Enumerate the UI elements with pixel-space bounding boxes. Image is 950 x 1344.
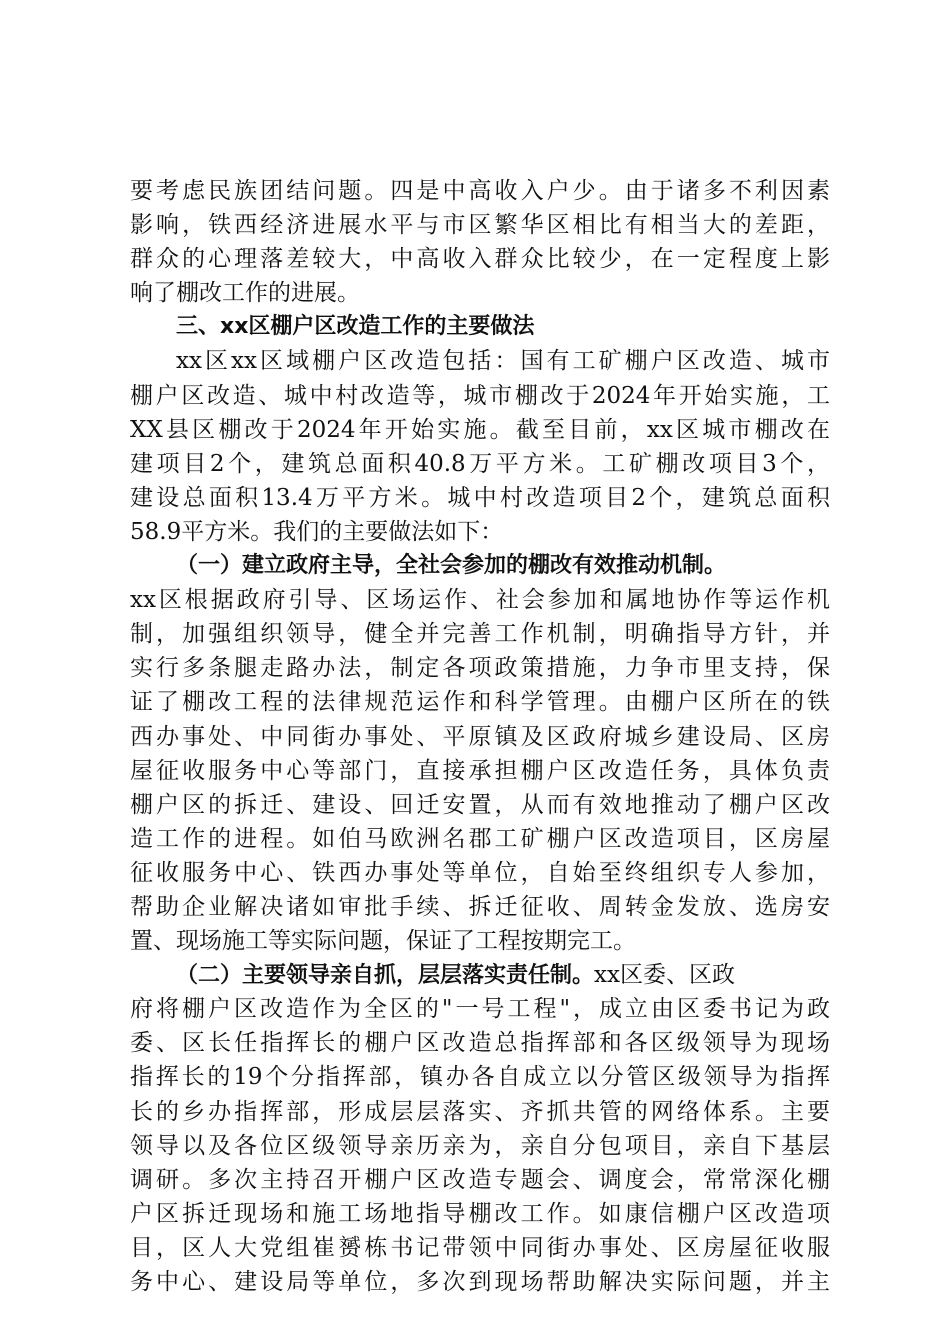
paragraph-line: 屋征收服务中心等部门，直接承担棚户区改造任务，具体负责: [130, 757, 830, 784]
paragraph-text: xx区委、区政: [594, 962, 735, 989]
subsection-heading: （一）建立政府主导，全社会参加的棚改有效推动机制。: [176, 553, 727, 579]
document-body: [130, 174, 830, 1299]
paragraph-line: 建项目2个，建筑总面积40.8万平方米。工矿棚改项目3个，: [130, 450, 830, 477]
paragraph-line: 长的乡办指挥部，形成层层落实、齐抓共管的网络体系。主要: [130, 1098, 830, 1125]
paragraph-line: XX县区棚改于2024年开始实施。截至目前，xx区城市棚改在: [130, 416, 830, 443]
paragraph-line: 群众的心理落差较大，中高收入群众比较少，在一定程度上影: [130, 246, 830, 273]
paragraph-line: 58.9平方米。我们的主要做法如下：: [130, 518, 504, 545]
paragraph-line: 建设总面积13.4万平方米。城中村改造项目2个，建筑总面积: [130, 484, 830, 511]
paragraph-line: 府将棚户区改造作为全区的"一号工程"，成立由区委书记为政: [130, 996, 830, 1023]
subsection-line: [130, 958, 830, 992]
paragraph-line: 置、现场施工等实际问题，保证了工程按期完工。: [130, 928, 636, 955]
paragraph-line: 户区拆迁现场和施工场地指导棚改工作。如康信棚户区改造项: [130, 1200, 830, 1227]
paragraph-line: 委、区长任指挥长的棚户区改造总指挥部和各区级领导为现场: [130, 1030, 830, 1057]
paragraph-line: 要考虑民族团结问题。四是中高收入户少。由于诸多不利因素: [130, 178, 830, 204]
paragraph-line: 务中心、建设局等单位，多次到现场帮助解决实际问题，并主: [130, 1269, 830, 1295]
paragraph-line: 造工作的进程。如伯马欧洲名郡工矿棚户区改造项目，区房屋: [130, 825, 830, 852]
paragraph-line: 证了棚改工程的法律规范运作和科学管理。由棚户区所在的铁: [130, 689, 830, 716]
paragraph-line: 响了棚改工作的进展。: [130, 280, 360, 307]
subsection-heading: （二）主要领导亲自抓，层层落实责任制。: [176, 963, 595, 989]
paragraph-line: 征收服务中心、铁西办事处等单位，自始至终组织专人参加，: [130, 859, 830, 886]
paragraph-line: 西办事处、中同街办事处、平原镇及区政府城乡建设局、区房: [130, 723, 830, 750]
paragraph-line: 制，加强组织领导，健全并完善工作机制，明确指导方针，并: [130, 621, 830, 648]
paragraph-line: 棚户区改造、城中村改造等，城市棚改于2024年开始实施，工: [130, 382, 830, 409]
paragraph-line: 目，区人大党组崔赟栋书记带领中同街办事处、区房屋征收服: [130, 1234, 830, 1261]
section-heading: 三、xx区棚户区改造工作的主要做法: [176, 314, 535, 340]
paragraph-line: 指挥长的19个分指挥部，镇办各自成立以分管区级领导为指挥: [130, 1064, 830, 1091]
paragraph-line: 影响，铁西经济进展水平与市区繁华区相比有相当大的差距，: [130, 212, 830, 239]
paragraph-line: xx区根据政府引导、区场运作、社会参加和属地协作等运作机: [130, 587, 830, 614]
paragraph-line: 领导以及各位区级领导亲历亲为，亲自分包项目，亲自下基层: [130, 1132, 830, 1159]
paragraph-line: xx区xx区域棚户区改造包括：国有工矿棚户区改造、城市: [176, 348, 830, 375]
paragraph-line: 实行多条腿走路办法，制定各项政策措施，力争市里支持，保: [130, 655, 830, 682]
paragraph-line: 调研。多次主持召开棚户区改造专题会、调度会，常常深化棚: [130, 1166, 830, 1193]
paragraph-line: 棚户区的拆迁、建设、回迁安置，从而有效地推动了棚户区改: [130, 791, 830, 818]
paragraph-line: 帮助企业解决诸如审批手续、拆迁征收、周转金发放、选房安: [130, 893, 830, 920]
